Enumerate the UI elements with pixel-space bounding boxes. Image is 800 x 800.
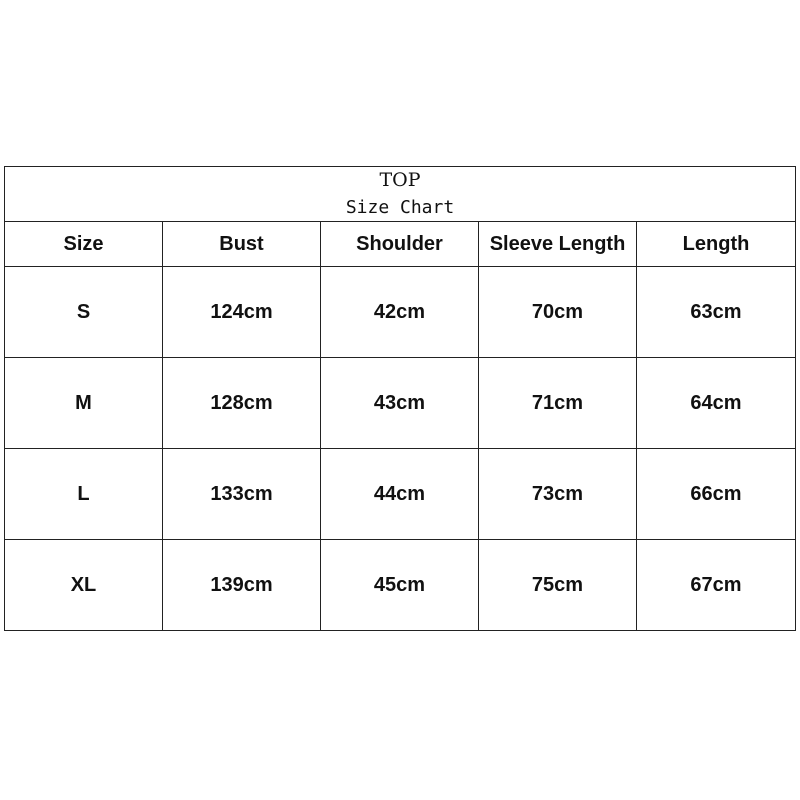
cell-size: L [5,449,163,540]
table-row-xl [5,540,796,631]
cell-bust: 133cm [163,449,321,540]
title-row [5,167,796,222]
cell-size: M [5,358,163,449]
cell-shoulder: 42cm [321,267,479,358]
table-row-m [5,358,796,449]
cell-length: 67cm [637,540,796,631]
header-shoulder: Shoulder [321,222,479,267]
header-sleeve-length: Sleeve Length [479,222,637,267]
header-length: Length [637,222,796,267]
cell-sleeve-length: 73cm [479,449,637,540]
cell-bust: 124cm [163,267,321,358]
title-top: TOP [379,169,421,191]
cell-shoulder: 44cm [321,449,479,540]
header-size: Size [5,222,163,267]
size-chart-table [4,166,796,631]
cell-size: XL [5,540,163,631]
title-size-chart: Size Chart [345,197,455,218]
header-bust: Bust [163,222,321,267]
table-row-s [5,267,796,358]
cell-shoulder: 45cm [321,540,479,631]
header-row [5,222,796,267]
cell-length: 66cm [637,449,796,540]
cell-bust: 128cm [163,358,321,449]
cell-sleeve-length: 71cm [479,358,637,449]
table-row-l [5,449,796,540]
cell-sleeve-length: 75cm [479,540,637,631]
cell-length: 63cm [637,267,796,358]
cell-shoulder: 43cm [321,358,479,449]
table-title [5,167,796,222]
cell-size: S [5,267,163,358]
cell-sleeve-length: 70cm [479,267,637,358]
cell-length: 64cm [637,358,796,449]
cell-bust: 139cm [163,540,321,631]
